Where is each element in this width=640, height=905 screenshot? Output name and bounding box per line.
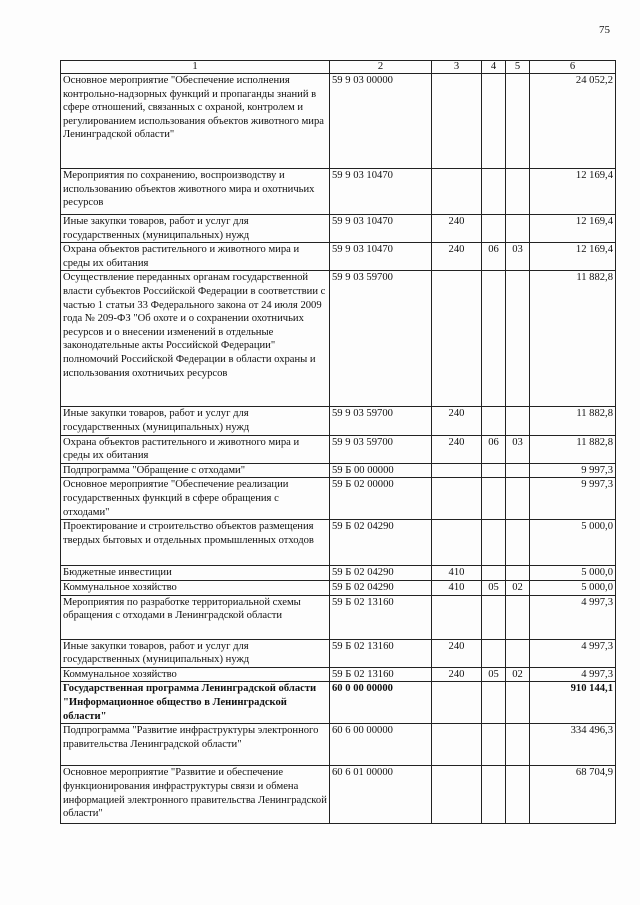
- row-name: Мероприятия по разработке территориальной схемы обращения с отходами в Ленинградской области: [61, 595, 330, 639]
- table-row: [61, 667, 616, 682]
- expense-type: [432, 74, 482, 169]
- section: [482, 724, 506, 766]
- row-name: Подпрограмма "Развитие инфраструктуры электронного правительства Ленинградской области": [61, 724, 330, 766]
- target-code: 59 9 03 00000: [330, 74, 432, 169]
- expense-type: 410: [432, 566, 482, 581]
- amount: 11 882,8: [530, 435, 616, 463]
- subsection: [506, 478, 530, 520]
- row-name: Проектирование и строительство объектов размещения твердых бытовых и отдельных промышленных отходов: [61, 520, 330, 566]
- section: [482, 520, 506, 566]
- table-row: [61, 463, 616, 478]
- table-row: [61, 724, 616, 766]
- subsection: [506, 595, 530, 639]
- subsection: [506, 566, 530, 581]
- amount: 24 052,2: [530, 74, 616, 169]
- row-name: Иные закупки товаров, работ и услуг для государственных (муниципальных) нужд: [61, 639, 330, 667]
- section: [482, 215, 506, 243]
- section: [482, 766, 506, 824]
- row-name: Коммунальное хозяйство: [61, 667, 330, 682]
- section: [482, 639, 506, 667]
- target-code: 59 Б 02 04290: [330, 520, 432, 566]
- row-name: Иные закупки товаров, работ и услуг для государственных (муниципальных) нужд: [61, 407, 330, 435]
- expense-type: 240: [432, 667, 482, 682]
- amount: 334 496,3: [530, 724, 616, 766]
- amount: 12 169,4: [530, 169, 616, 215]
- section: 05: [482, 667, 506, 682]
- table-row: [61, 639, 616, 667]
- column-header: 2: [330, 61, 432, 74]
- section: [482, 407, 506, 435]
- table-row: [61, 74, 616, 169]
- subsection: [506, 74, 530, 169]
- row-name: Осуществление переданных органам государственной власти субъектов Российской Федерации в соответствии с частью 1 статьи 33 Федерального закона от 24 июля 2009 года № 209-ФЗ "Об охоте и о сохранении охотничьих ресурсов и о внесении изменений в отдельные законодательные акты Российской Федерации" полномочий Российской Федерации в области охраны и использования охотничьих ресурсов: [61, 271, 330, 407]
- expense-type: [432, 271, 482, 407]
- expense-type: 240: [432, 243, 482, 271]
- section: [482, 271, 506, 407]
- amount: 9 997,3: [530, 478, 616, 520]
- amount: 4 997,3: [530, 595, 616, 639]
- target-code: 59 Б 02 13160: [330, 639, 432, 667]
- amount: 5 000,0: [530, 580, 616, 595]
- target-code: 60 0 00 00000: [330, 682, 432, 724]
- amount: 12 169,4: [530, 243, 616, 271]
- section: [482, 74, 506, 169]
- target-code: 60 6 01 00000: [330, 766, 432, 824]
- target-code: 59 Б 02 04290: [330, 580, 432, 595]
- row-name: Основное мероприятие "Обеспечение реализации государственных функций в сфере обращения с отходами": [61, 478, 330, 520]
- table-row: [61, 407, 616, 435]
- target-code: 59 Б 02 04290: [330, 566, 432, 581]
- table-row: [61, 682, 616, 724]
- amount: 4 997,3: [530, 639, 616, 667]
- subsection: [506, 271, 530, 407]
- table-row: [61, 520, 616, 566]
- subsection: [506, 407, 530, 435]
- expense-type: 240: [432, 435, 482, 463]
- table-row: [61, 243, 616, 271]
- row-name: Основное мероприятие "Развитие и обеспечение функционирования инфраструктуры связи и обмена информацией электронного правительства Ленинградской области": [61, 766, 330, 824]
- row-name: Мероприятия по сохранению, воспроизводству и использованию объектов животного мира и охотничьих ресурсов: [61, 169, 330, 215]
- expense-type: [432, 463, 482, 478]
- subsection: [506, 724, 530, 766]
- section: [482, 169, 506, 215]
- expense-type: 240: [432, 407, 482, 435]
- expense-type: [432, 766, 482, 824]
- amount: 68 704,9: [530, 766, 616, 824]
- column-header: 5: [506, 61, 530, 74]
- table-row: [61, 435, 616, 463]
- expense-type: [432, 595, 482, 639]
- expense-type: 240: [432, 639, 482, 667]
- subsection: [506, 520, 530, 566]
- target-code: 59 Б 02 13160: [330, 595, 432, 639]
- row-name: Коммунальное хозяйство: [61, 580, 330, 595]
- table-row: [61, 580, 616, 595]
- table-row: [61, 595, 616, 639]
- subsection: [506, 639, 530, 667]
- table-row: [61, 478, 616, 520]
- amount: 5 000,0: [530, 520, 616, 566]
- expense-type: [432, 682, 482, 724]
- section: 06: [482, 435, 506, 463]
- table-row: [61, 766, 616, 824]
- subsection: 03: [506, 435, 530, 463]
- table-header-row: [61, 61, 616, 74]
- column-header: 4: [482, 61, 506, 74]
- budget-table: [60, 60, 616, 824]
- table-row: [61, 169, 616, 215]
- expense-type: [432, 478, 482, 520]
- expense-type: [432, 724, 482, 766]
- row-name: Подпрограмма "Обращение с отходами": [61, 463, 330, 478]
- row-name: Бюджетные инвестиции: [61, 566, 330, 581]
- section: [482, 463, 506, 478]
- section: [482, 566, 506, 581]
- column-header: 1: [61, 61, 330, 74]
- expense-type: [432, 520, 482, 566]
- section: 05: [482, 580, 506, 595]
- section: [482, 478, 506, 520]
- amount: 4 997,3: [530, 667, 616, 682]
- row-name: Иные закупки товаров, работ и услуг для государственных (муниципальных) нужд: [61, 215, 330, 243]
- target-code: 59 9 03 10470: [330, 169, 432, 215]
- subsection: 02: [506, 580, 530, 595]
- target-code: 59 9 03 10470: [330, 243, 432, 271]
- column-header: 3: [432, 61, 482, 74]
- target-code: 59 9 03 59700: [330, 435, 432, 463]
- column-header: 6: [530, 61, 616, 74]
- target-code: 59 Б 02 00000: [330, 478, 432, 520]
- section: [482, 682, 506, 724]
- target-code: 59 Б 02 13160: [330, 667, 432, 682]
- table-row: [61, 271, 616, 407]
- target-code: 60 6 00 00000: [330, 724, 432, 766]
- expense-type: 410: [432, 580, 482, 595]
- target-code: 59 9 03 10470: [330, 215, 432, 243]
- amount: 9 997,3: [530, 463, 616, 478]
- subsection: 02: [506, 667, 530, 682]
- amount: 12 169,4: [530, 215, 616, 243]
- page-number: 75: [599, 24, 610, 36]
- row-name: Государственная программа Ленинградской области "Информационное общество в Ленинградской области": [61, 682, 330, 724]
- amount: 11 882,8: [530, 407, 616, 435]
- row-name: Основное мероприятие "Обеспечение исполнения контрольно-надзорных функций и пропаганды знаний в сфере отношений, связанных с охраной, контролем и регулированием использования объектов животного мира Ленинградской области": [61, 74, 330, 169]
- subsection: [506, 682, 530, 724]
- section: 06: [482, 243, 506, 271]
- subsection: [506, 766, 530, 824]
- amount: 11 882,8: [530, 271, 616, 407]
- section: [482, 595, 506, 639]
- row-name: Охрана объектов растительного и животного мира и среды их обитания: [61, 243, 330, 271]
- expense-type: [432, 169, 482, 215]
- table-row: [61, 566, 616, 581]
- amount: 910 144,1: [530, 682, 616, 724]
- subsection: [506, 169, 530, 215]
- target-code: 59 Б 00 00000: [330, 463, 432, 478]
- amount: 5 000,0: [530, 566, 616, 581]
- subsection: 03: [506, 243, 530, 271]
- expense-type: 240: [432, 215, 482, 243]
- target-code: 59 9 03 59700: [330, 407, 432, 435]
- table-row: [61, 215, 616, 243]
- subsection: [506, 215, 530, 243]
- target-code: 59 9 03 59700: [330, 271, 432, 407]
- subsection: [506, 463, 530, 478]
- row-name: Охрана объектов растительного и животного мира и среды их обитания: [61, 435, 330, 463]
